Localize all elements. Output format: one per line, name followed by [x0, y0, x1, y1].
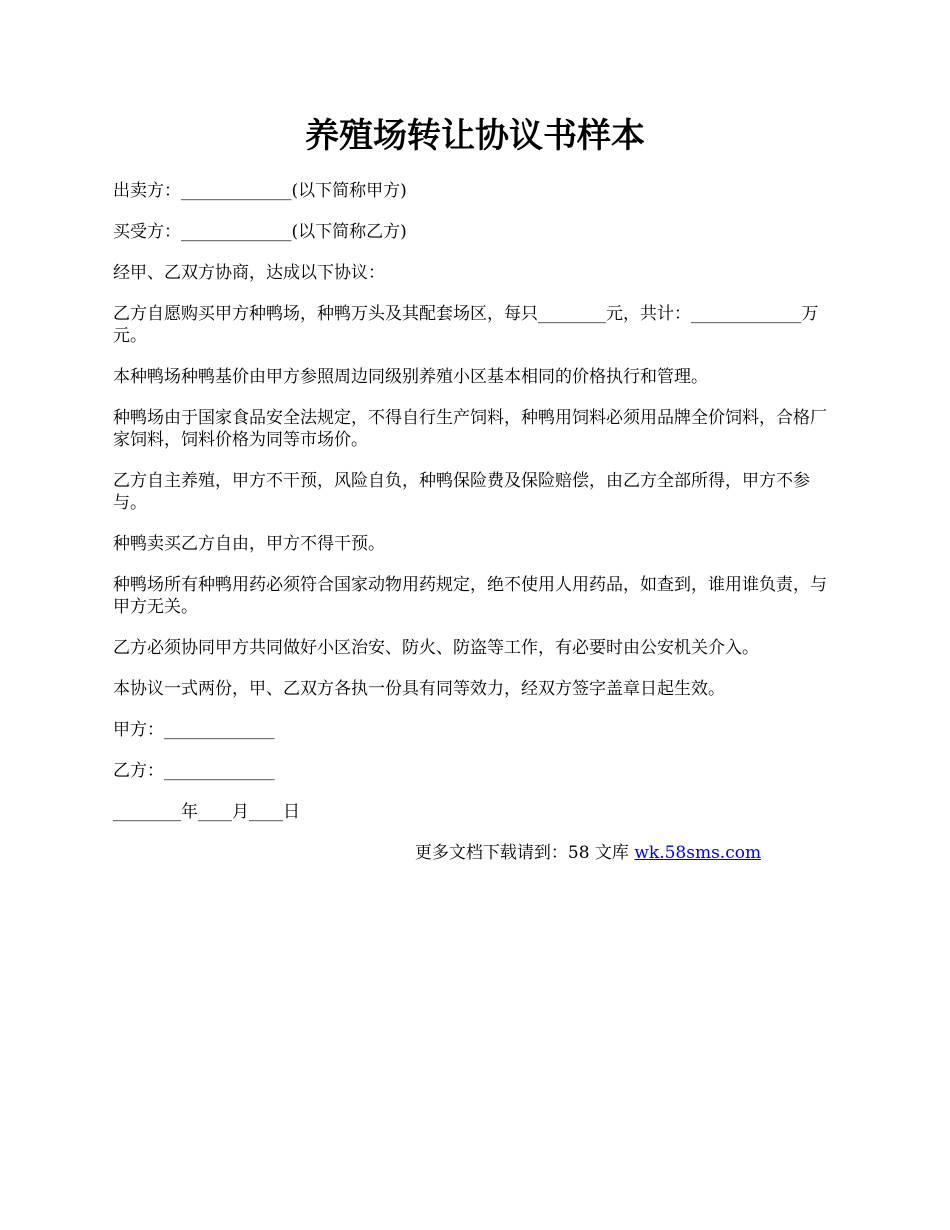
- paragraph: 种鸭卖买乙方自由，甲方不得干预。: [113, 534, 385, 554]
- seller-line: 出卖方：_____________(以下简称甲方): [113, 181, 407, 201]
- paragraph: 本协议一式两份，甲、乙双方各执一份具有同等效力，经双方签字盖章日起生效。: [113, 679, 725, 699]
- paragraph: 经甲、乙双方协商，达成以下协议：: [113, 263, 385, 283]
- date-line: ________年____月____日: [113, 802, 300, 822]
- footer-text: 更多文档下载请到：58 文库: [414, 843, 635, 863]
- party-a-signature: 甲方：_____________: [113, 720, 275, 740]
- footer-link[interactable]: wk.58sms.com: [634, 843, 762, 863]
- paragraph: 种鸭场由于国家食品安全法规定，不得自行生产饲料，种鸭用饲料必须用品牌全价饲料，合格厂家饲料，饲料价格为同等市场价。: [113, 408, 827, 450]
- footer: [113, 842, 950, 864]
- party-b-signature: 乙方：_____________: [113, 761, 275, 781]
- paragraph: 种鸭场所有种鸭用药必须符合国家动物用药规定，绝不使用人用药品，如查到，谁用谁负责，与甲方无关。: [113, 575, 827, 617]
- paragraph: 乙方自愿购买甲方种鸭场，种鸭万头及其配套场区，每只________元，共计：_____________万元。: [113, 304, 819, 346]
- buyer-line: 买受方：_____________(以下简称乙方): [113, 222, 407, 242]
- document-body: [113, 180, 841, 883]
- document-title: 养殖场转让协议书样本: [305, 116, 645, 156]
- paragraph: 乙方必须协同甲方共同做好小区治安、防火、防盗等工作，有必要时由公安机关介入。: [113, 638, 759, 658]
- paragraph: 本种鸭场种鸭基价由甲方参照周边同级别养殖小区基本相同的价格执行和管理。: [113, 367, 708, 387]
- paragraph: 乙方自主养殖，甲方不干预，风险自负，种鸭保险费及保险赔偿，由乙方全部所得，甲方不参与。: [113, 471, 810, 513]
